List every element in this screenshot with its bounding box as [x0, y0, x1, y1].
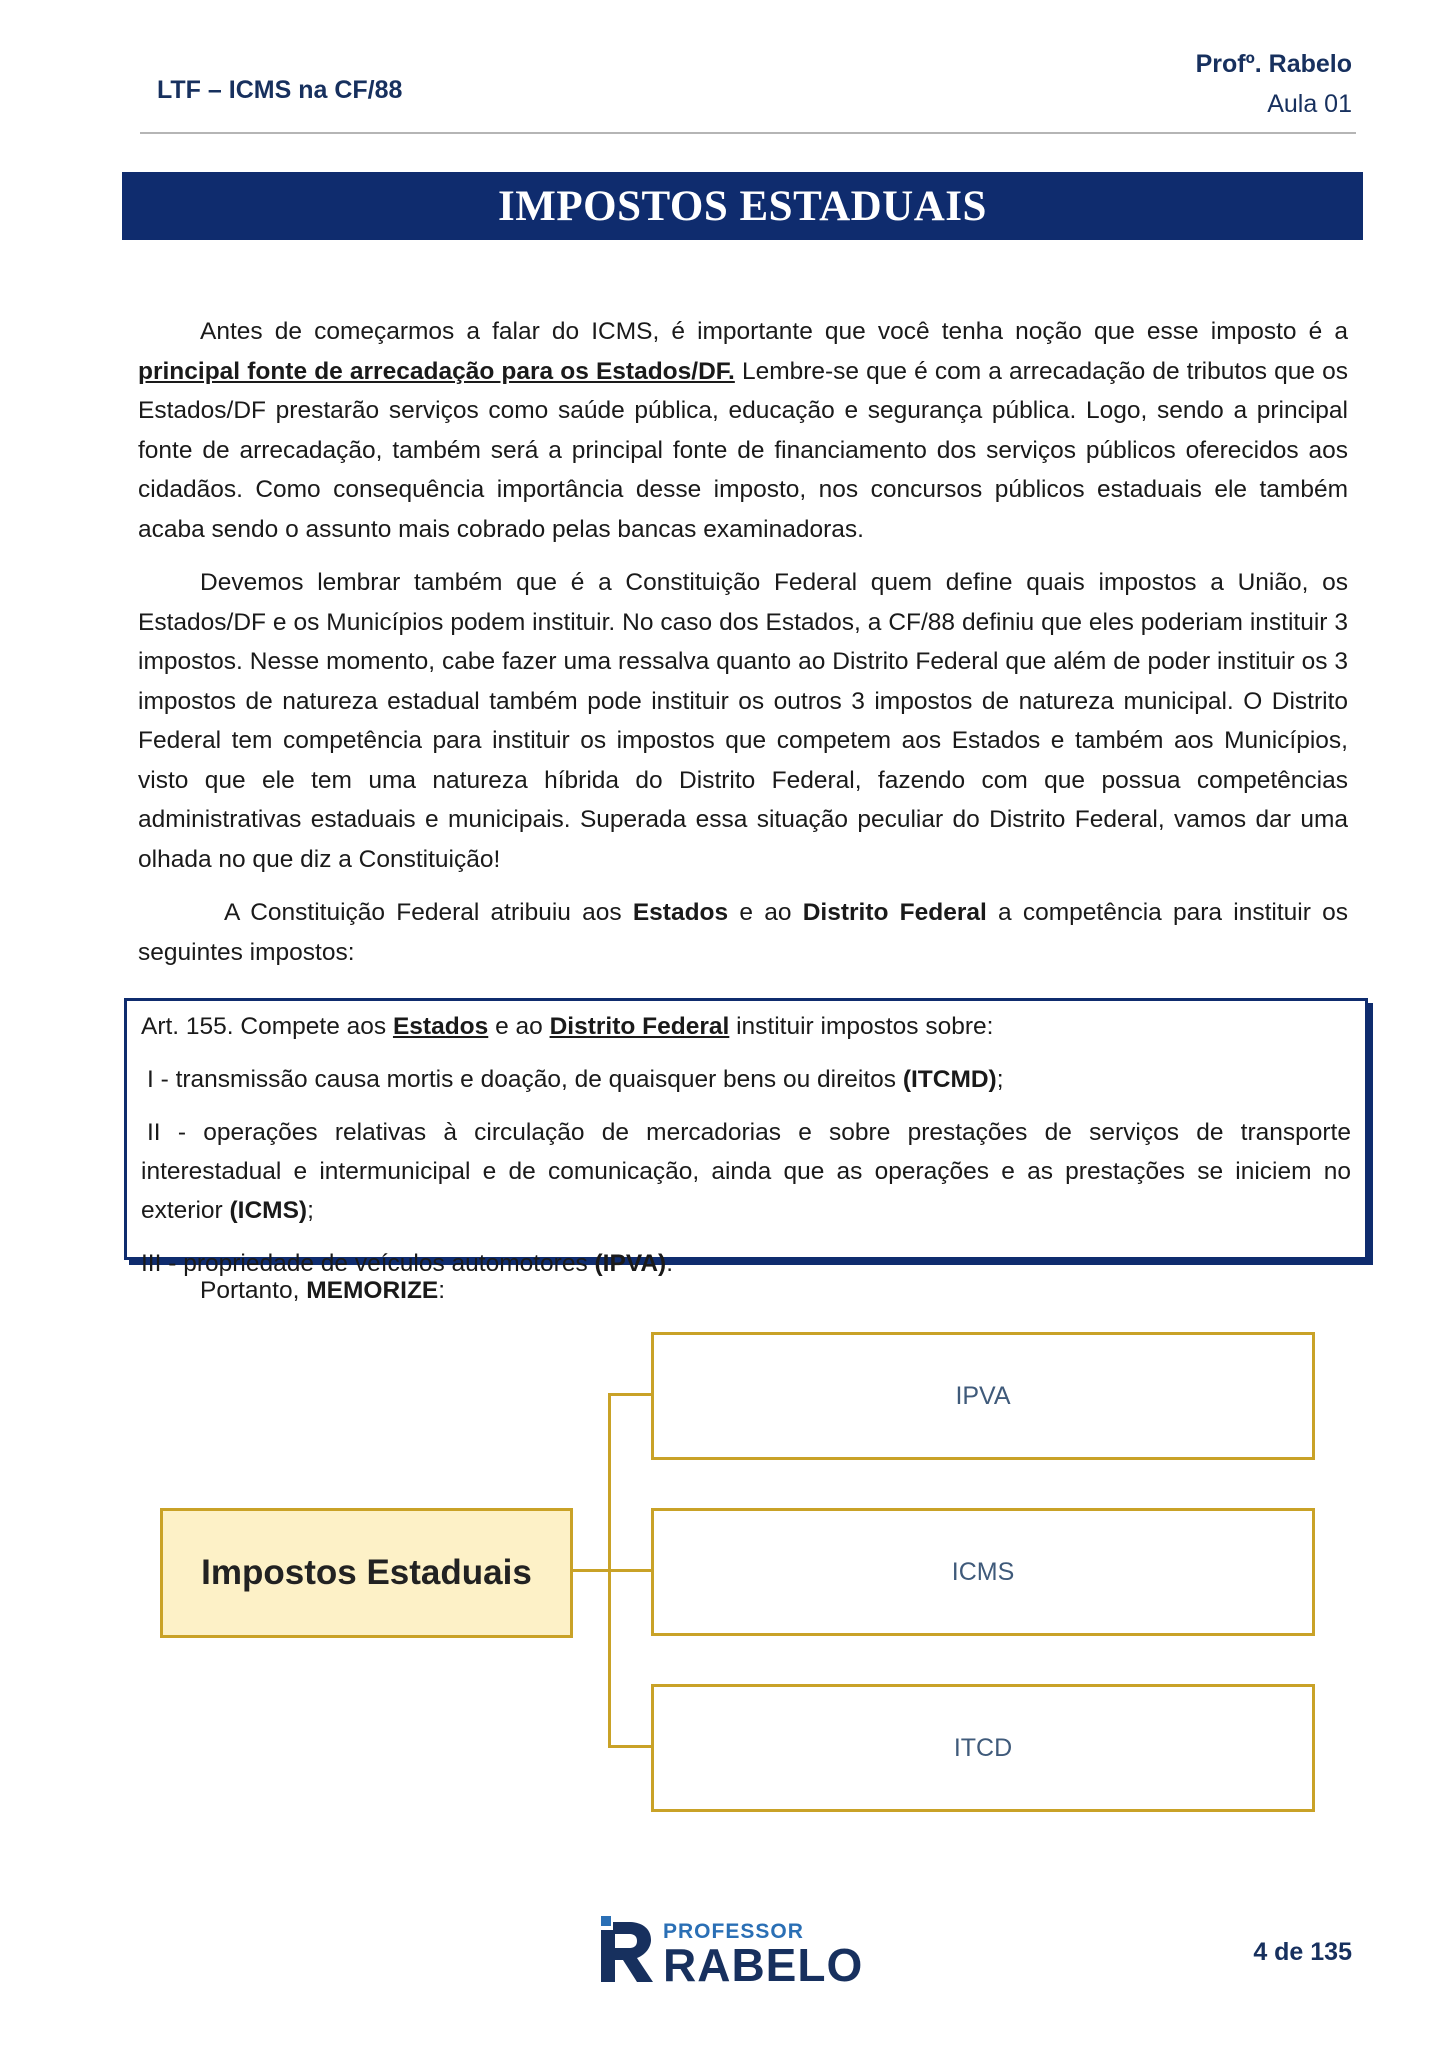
diagram-leaf-itcd: ITCD	[651, 1684, 1315, 1812]
article-box	[124, 998, 1368, 1277]
header-lesson: Aula 01	[1267, 90, 1352, 118]
brand-logo	[599, 1914, 864, 1991]
logo-mark-icon	[599, 1914, 655, 1984]
article-item-ii: II - operações relativas à circulação de mercadorias e sobre prestações de serviços de transporte interestadual e intermunicipal e de comunicação, ainda que as operações e as prestações se iniciem no exterior (ICMS);	[141, 1119, 1351, 1224]
diagram-leaf-ipva: IPVA	[651, 1332, 1315, 1460]
title-banner	[122, 172, 1363, 240]
diagram-root-box	[160, 1508, 573, 1638]
header-professor: Profº. Rabelo	[1195, 50, 1352, 78]
diagram-root-label: Impostos Estaduais	[201, 1553, 532, 1592]
connector-branch-2	[608, 1569, 651, 1572]
article-item-iii: III - propriedade de veículos automotores (IPVA).	[141, 1250, 674, 1277]
page-number: 4 de 135	[1253, 1938, 1352, 1966]
connector-horizontal-root	[570, 1569, 610, 1572]
connector-branch-3	[608, 1745, 651, 1748]
emphasis-principal-fonte: principal fonte de arrecadação para os Estados/DF.	[138, 357, 735, 385]
header-divider	[140, 132, 1356, 134]
logo-text-bottom: RABELO	[663, 1939, 864, 1991]
paragraph-1: Antes de começarmos a falar do ICMS, é importante que você tenha noção que esse imposto é a principal fonte de arrecadação para os Estados/DF. Lembre-se que é com a arrecadação de tributos que os Estados/DF prestarão serviços como saúde pública, educação e segurança pública. Logo, sendo a principal fonte de arrecadação, também será a principal fonte de financiamento dos serviços públicos oferecidos aos cidadãos. Como consequência importância desse imposto, nos concursos públicos estaduais ele também acaba sendo o assunto mais cobrado pelas bancas examinadoras.	[138, 318, 1348, 543]
body-text	[138, 312, 1348, 986]
diagram-leaf-icms: ICMS	[651, 1508, 1315, 1636]
paragraph-2: Devemos lembrar também que é a Constituição Federal quem define quais impostos a União, os Estados/DF e os Municípios podem instituir. No caso dos Estados, a CF/88 definiu que eles poderiam instituir 3 impostos. Nesse momento, cabe fazer uma ressalva quanto ao Distrito Federal que além de poder instituir os 3 impostos de natureza estadual também pode instituir os outros 3 impostos de natureza municipal. O Distrito Federal tem competência para instituir os impostos que competem aos Estados e também aos Municípios, visto que ele tem uma natureza híbrida do Distrito Federal, fazendo com que possua competências administrativas estaduais e municipais. Superada essa situação peculiar do Distrito Federal, vamos dar uma olhada no que diz a Constituição!	[138, 569, 1348, 873]
page-title: IMPOSTOS ESTADUAIS	[498, 182, 987, 230]
paragraph-3: A Constituição Federal atribuiu aos Estados e ao Distrito Federal a competência para instituir os seguintes impostos:	[138, 899, 1348, 966]
header-course: LTF – ICMS na CF/88	[157, 76, 403, 104]
memorize-line: Portanto, MEMORIZE:	[200, 1277, 446, 1304]
article-heading: Art. 155. Compete aos Estados e ao Distrito Federal instituir impostos sobre:	[141, 1013, 994, 1040]
logo-text-top: PROFESSOR	[663, 1920, 804, 1943]
connector-branch-1	[608, 1393, 651, 1396]
article-item-i: I - transmissão causa mortis e doação, de quaisquer bens ou direitos (ITCMD);	[147, 1066, 1004, 1093]
